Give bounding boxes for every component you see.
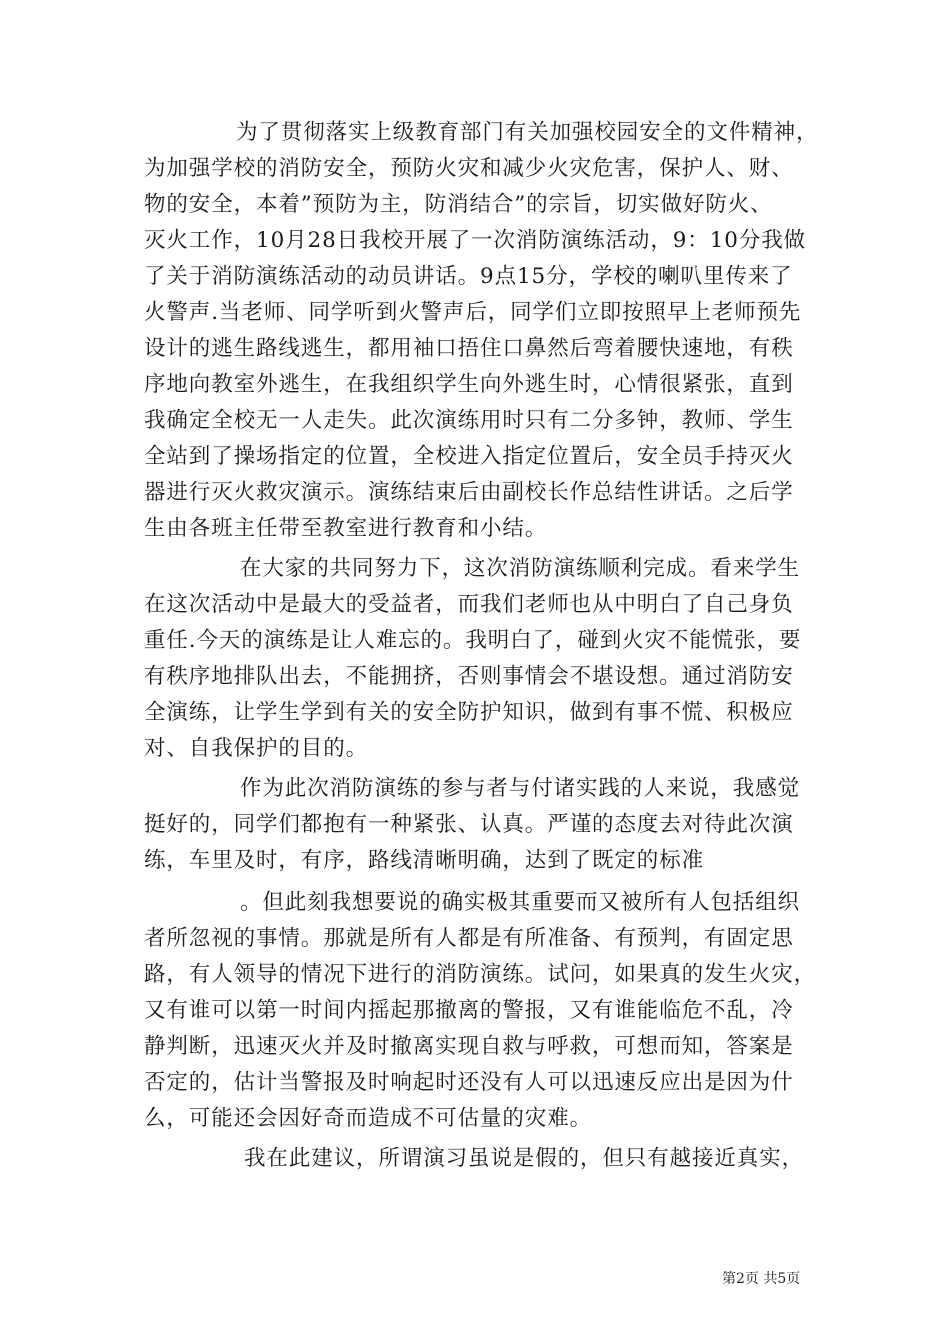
text-line: 生由各班主任带至教室进行教育和小结。 — [144, 516, 548, 541]
text-line: 为加强学校的消防安全，预防火灾和减少火灾危害，保护人、财、 — [144, 156, 794, 181]
text-line: 者所忽视的事情。那就是所有人都是有所准备、有预判，有固定思 — [144, 926, 794, 951]
text-line: 作为此次消防演练的参与者与付诸实践的人来说，我感觉 — [240, 776, 801, 801]
text-line: 静判断，迅速灭火并及时撤离实现自救与呼救，可想而知，答案是 — [144, 1034, 794, 1059]
text-line: 练，车里及时，有序，路线清晰明确，达到了既定的标准 — [144, 848, 705, 873]
text-line: 又有谁可以第一时间内摇起那撤离的警报，又有谁能临危不乱，冷 — [144, 998, 794, 1023]
text-line: 我在此建议，所谓演习虽说是假的，但只有越接近真实， — [244, 1146, 805, 1171]
text-line: 全站到了操场指定的位置，全校进入指定位置后，安全员手持灭火 — [144, 444, 794, 469]
text-line: 火警声.当老师、同学听到火警声后，同学们立即按照早上老师预先 — [144, 300, 802, 325]
text-line: 么，可能还会因好奇而造成不可估量的灾难。 — [144, 1106, 593, 1131]
text-line: 序地向教室外逃生，在我组织学生向外逃生时，心情很紧张，直到 — [144, 372, 794, 397]
text-line: 为了贯彻落实上级教育部门有关加强校园安全的文件精神， — [236, 120, 819, 145]
text-line: 全演练，让学生学到有关的安全防护知识，做到有事不慌、积极应 — [144, 700, 794, 725]
text-line: 。但此刻我想要说的确实极其重要而又被所有人包括组织 — [240, 890, 801, 915]
text-line: 器进行灭火救灾演示。演练结束后由副校长作总结性讲话。之后学 — [144, 480, 794, 505]
text-line: 我确定全校无一人走失。此次演练用时只有二分多钟，教师、学生 — [144, 408, 794, 433]
text-line: 在大家的共同努力下，这次消防演练顺利完成。看来学生 — [240, 556, 801, 581]
text-line: 了关于消防演练活动的动员讲话。9点15分，学校的喇叭里传来了 — [144, 264, 793, 289]
text-line: 在这次活动中是最大的受益者，而我们老师也从中明白了自己身负 — [144, 592, 794, 617]
text-line: 挺好的，同学们都抱有一种紧张、认真。严谨的态度去对待此次演 — [144, 812, 794, 837]
text-line: 否定的，估计当警报及时响起时还没有人可以迅速反应出是因为什 — [144, 1070, 794, 1095]
text-line: 有秩序地排队出去，不能拥挤，否则事情会不堪设想。通过消防安 — [144, 664, 794, 689]
text-line: 设计的逃生路线逃生，都用袖口捂住口鼻然后弯着腰快速地，有秩 — [144, 336, 794, 361]
text-line: 物的安全，本着”预防为主，防消结合”的宗旨，切实做好防火、 — [144, 192, 773, 217]
text-line: 对、自我保护的目的。 — [144, 736, 369, 761]
text-line: 路，有人领导的情况下进行的消防演练。试问，如果真的发生火灾， — [144, 962, 817, 987]
text-line: 灭火工作，10月28日我校开展了一次消防演练活动，9：10分我做 — [144, 228, 807, 253]
page-number: 第2页 共5页 — [722, 1271, 801, 1287]
text-line: 重任.今天的演练是让人难忘的。我明白了，碰到火灾不能慌张，要 — [144, 628, 802, 653]
